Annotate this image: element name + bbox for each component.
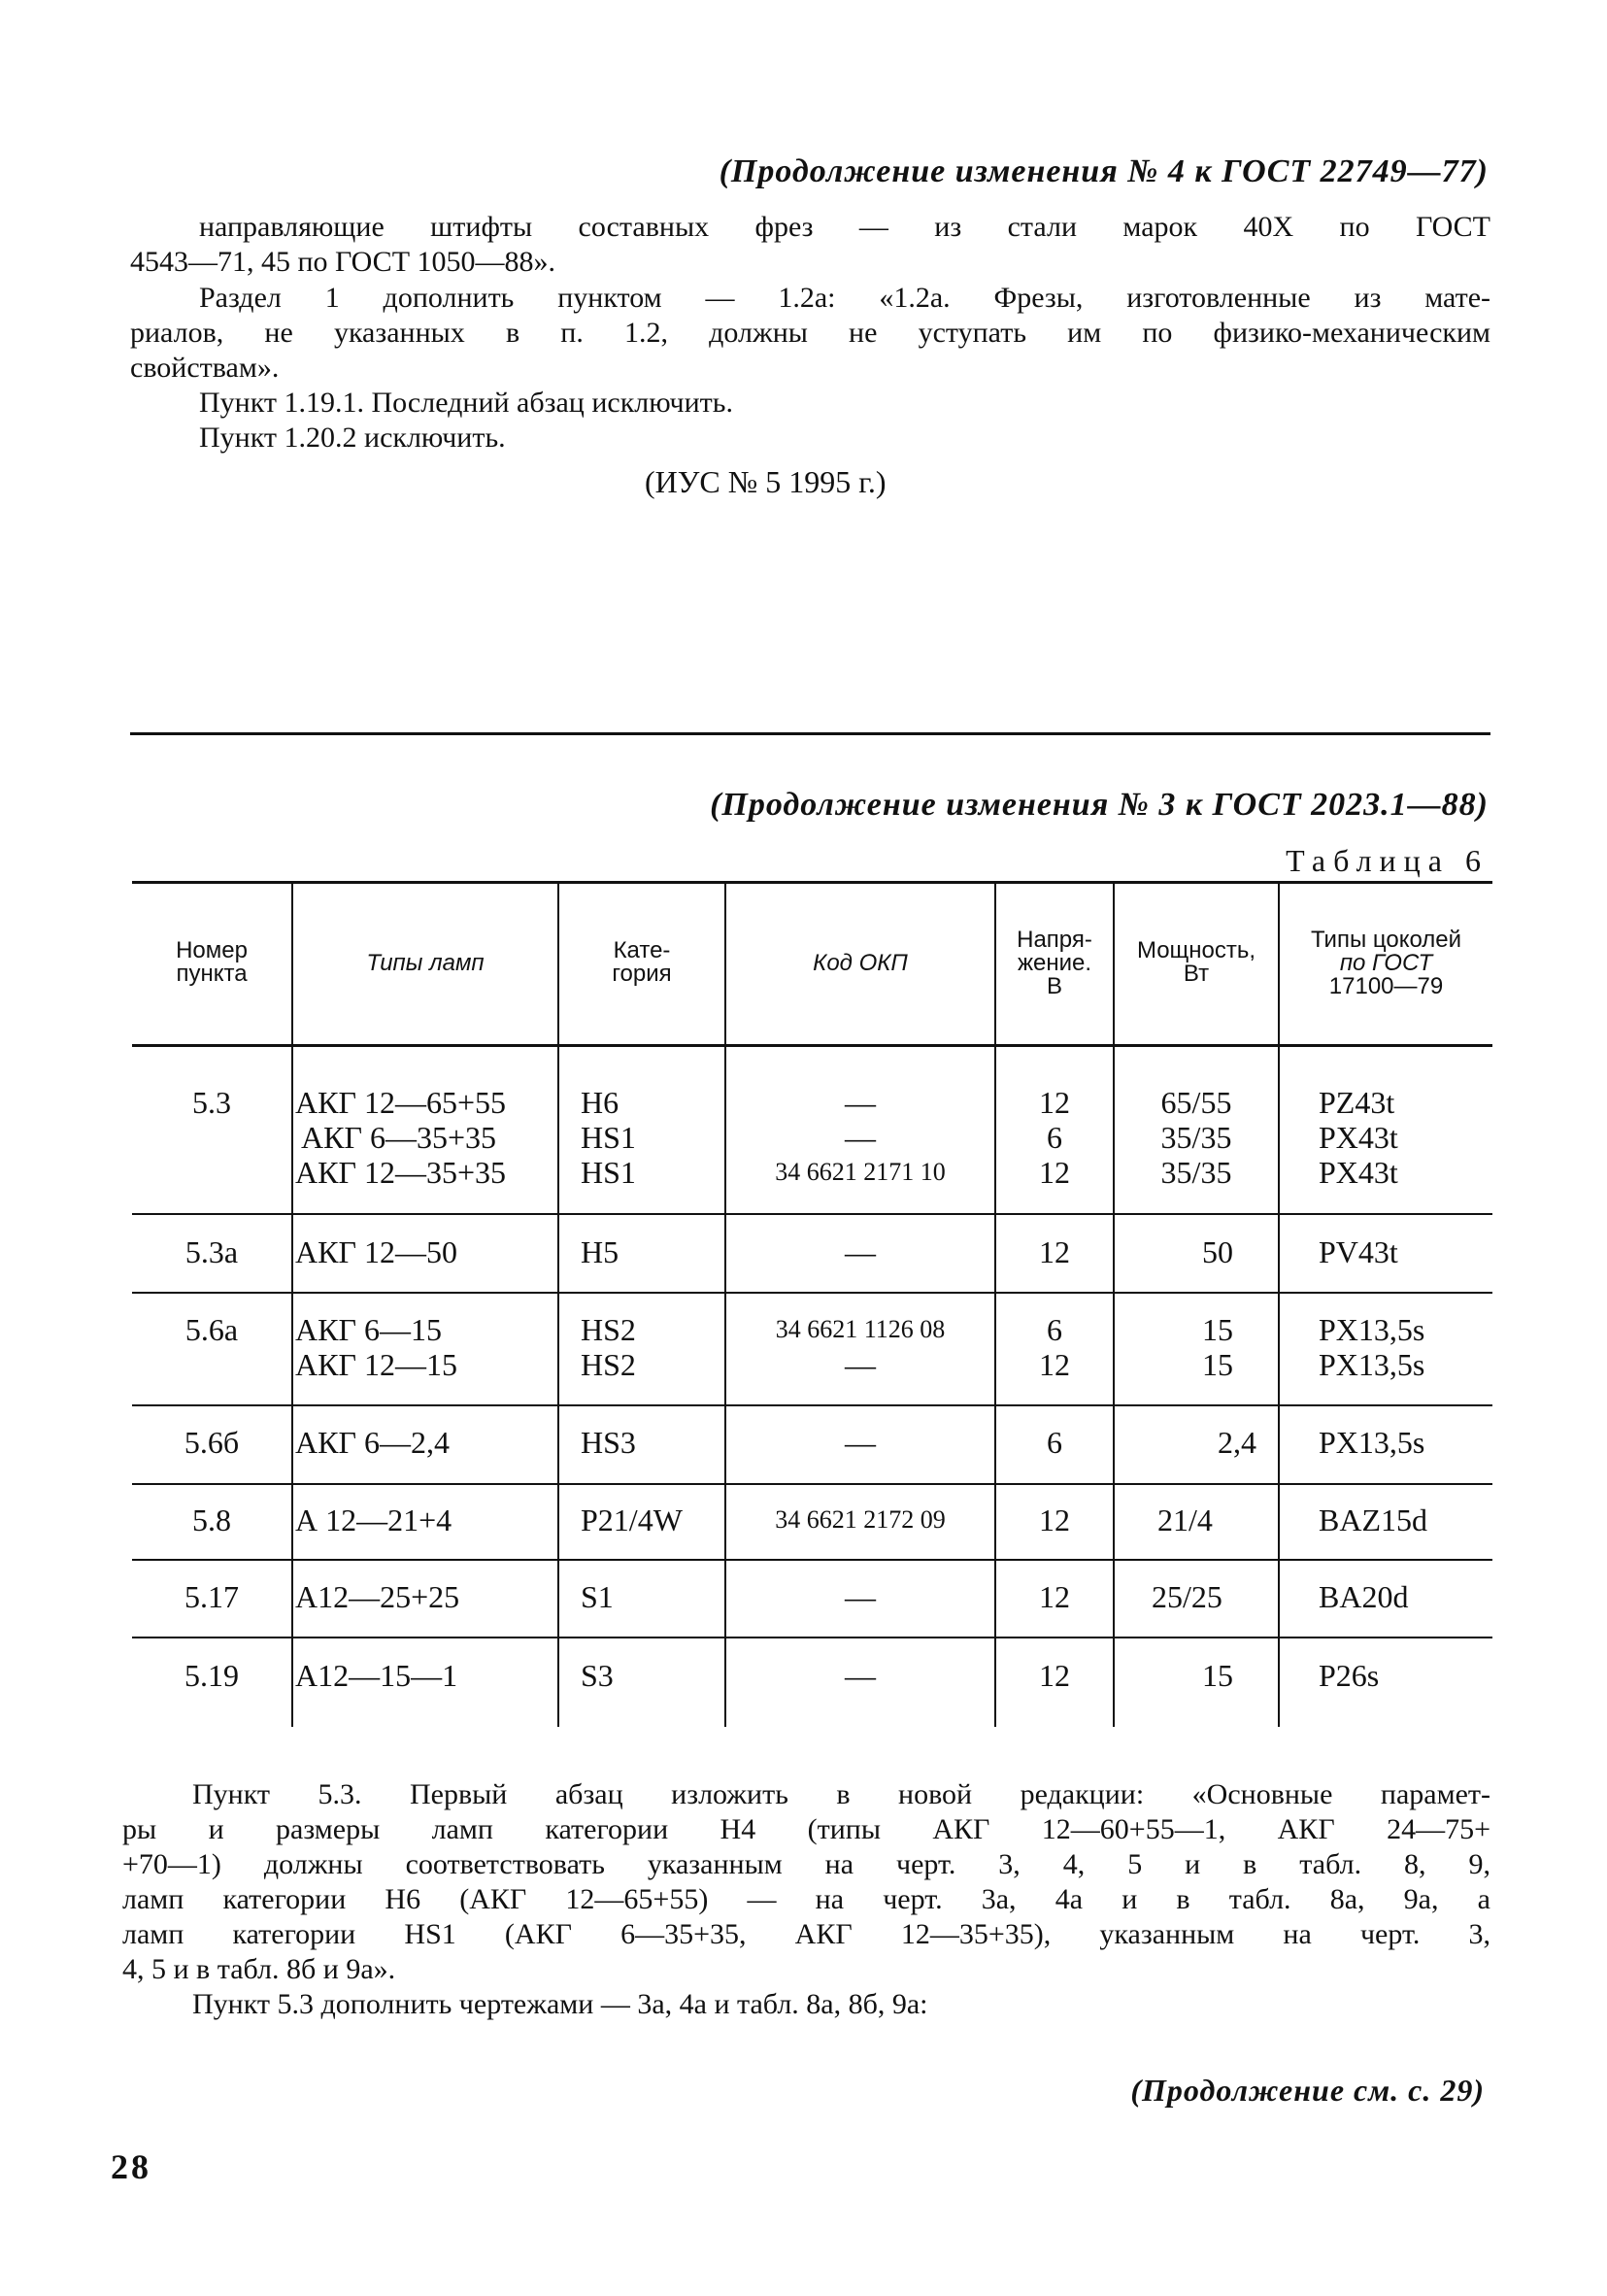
header-category: Кате- гория <box>612 937 672 987</box>
cell-okp: — <box>845 1234 876 1269</box>
cell-base: BAZ15d <box>1319 1503 1427 1537</box>
cell-number: 5.6б <box>184 1425 240 1460</box>
cell-lamp-type: А12—15—1 <box>295 1658 458 1693</box>
cell-okp: — <box>845 1347 876 1382</box>
section-divider <box>130 732 1490 735</box>
cell-number: 5.6а <box>184 1312 239 1347</box>
bottom-line-7: Пункт 5.3 дополнить чертежами — 3а, 4а и табл. 8а, 8б, 9а: <box>192 1988 928 2020</box>
table-top-rule <box>132 881 1492 884</box>
cell-category: HS2 <box>581 1347 636 1382</box>
cell-okp: — <box>845 1120 876 1155</box>
header-base-types: Типы цоколей по ГОСТ 17100—79 <box>1310 927 1462 999</box>
cell-lamp-type: АКГ 6—35+35 <box>301 1120 496 1155</box>
cell-base: P26s <box>1319 1658 1380 1693</box>
cell-power: 35/35 <box>1160 1155 1232 1190</box>
cell-base: PX13,5s <box>1319 1347 1425 1382</box>
cell-category: P21/4W <box>581 1503 683 1537</box>
cell-category: HS2 <box>581 1312 636 1347</box>
cell-power: 65/55 <box>1160 1085 1232 1120</box>
top-section-header: (Продолжение изменения № 4 к ГОСТ 22749—77) <box>719 153 1489 189</box>
continuation-note: (Продолжение см. с. 29) <box>1130 2073 1485 2108</box>
top-line-2: 4543—71, 45 по ГОСТ 1050—88». <box>130 246 556 278</box>
top-line-1: направляющие штифты составных фрез — из стали марок 40Х по ГОСТ <box>199 211 1490 243</box>
cell-number: 5.3а <box>184 1234 239 1269</box>
cell-voltage: 12 <box>1039 1579 1070 1614</box>
cell-voltage: 6 <box>1047 1312 1062 1347</box>
cell-lamp-type: АКГ 12—15 <box>295 1347 457 1382</box>
cell-power: 15 <box>1202 1312 1233 1347</box>
top-line-5: свойствам». <box>130 352 280 384</box>
row-rule <box>132 1637 1492 1638</box>
bottom-line-3: +70—1) должны соответствовать указанным на черт. 3, 4, 5 и в табл. 8, 9, <box>122 1848 1490 1880</box>
cell-power: 15 <box>1202 1347 1233 1382</box>
cell-voltage: 6 <box>1047 1120 1062 1155</box>
cell-base: PZ43t <box>1319 1085 1395 1120</box>
cell-category: HS3 <box>581 1425 636 1460</box>
cell-base: PX13,5s <box>1319 1312 1425 1347</box>
cell-lamp-type: А 12—21+4 <box>295 1503 452 1537</box>
table-title: Таблица 6 <box>1286 843 1489 878</box>
bottom-line-6: 4, 5 и в табл. 8б и 9а». <box>122 1953 396 1985</box>
header-lamp-types: Типы ламп <box>366 950 485 976</box>
cell-number: 5.19 <box>184 1658 239 1693</box>
cell-power: 2,4 <box>1218 1425 1256 1460</box>
cell-okp: — <box>845 1085 876 1120</box>
cell-category: H6 <box>581 1085 619 1120</box>
top-line-4: риалов, не указанных в п. 1.2, должны не уступать им по физико-механическим <box>130 317 1490 349</box>
source-reference: (ИУС № 5 1995 г.) <box>645 464 887 499</box>
cell-base: PV43t <box>1319 1234 1398 1269</box>
cell-lamp-type: АКГ 12—35+35 <box>295 1155 506 1190</box>
cell-power: 25/25 <box>1152 1579 1222 1614</box>
row-rule <box>132 1292 1492 1294</box>
column-rule <box>1278 884 1280 1727</box>
bottom-line-5: ламп категории HS1 (АКГ 6—35+35, АКГ 12—35+35), указанным на черт. 3, <box>122 1918 1490 1950</box>
top-line-3: Раздел 1 дополнить пунктом — 1.2а: «1.2а. Фрезы, изготовленные из мате- <box>199 282 1490 314</box>
bottom-line-2: ры и размеры ламп категории H4 (типы АКГ 12—60+55—1, АКГ 24—75+ <box>122 1813 1490 1845</box>
cell-category: HS1 <box>581 1120 636 1155</box>
cell-number: 5.8 <box>192 1503 231 1537</box>
cell-voltage: 6 <box>1047 1425 1062 1460</box>
cell-lamp-type: АКГ 6—15 <box>295 1312 442 1347</box>
cell-voltage: 12 <box>1039 1234 1070 1269</box>
header-power: Мощность, Вт <box>1136 937 1256 987</box>
row-rule <box>132 1483 1492 1485</box>
cell-power: 21/4 <box>1157 1503 1213 1537</box>
cell-lamp-type: А12—25+25 <box>295 1579 460 1614</box>
column-rule <box>1113 884 1115 1727</box>
bottom-line-1: Пункт 5.3. Первый абзац изложить в новой редакции: «Основные парамет- <box>192 1778 1490 1810</box>
top-line-6: Пункт 1.19.1. Последний абзац исключить. <box>199 387 733 419</box>
header-voltage: Напря- жение. В <box>1017 927 1092 999</box>
header-okp-code: Код ОКП <box>813 950 908 976</box>
cell-voltage: 12 <box>1039 1155 1070 1190</box>
cell-category: H5 <box>581 1234 619 1269</box>
cell-base: PX43t <box>1319 1155 1398 1190</box>
cell-okp: — <box>845 1658 876 1693</box>
bottom-line-4: ламп категории H6 (АКГ 12—65+55) — на черт. 3а, 4а и в табл. 8а, 9а, а <box>122 1883 1490 1915</box>
header-number: Номер пункта <box>176 937 248 987</box>
cell-okp: 34 6621 2171 10 <box>775 1158 946 1186</box>
page-number: 28 <box>111 2147 151 2186</box>
cell-number: 5.17 <box>184 1579 239 1614</box>
column-rule <box>291 884 293 1727</box>
cell-okp: — <box>845 1579 876 1614</box>
cell-base: BA20d <box>1319 1579 1409 1614</box>
table-header-rule <box>132 1044 1492 1047</box>
column-rule <box>557 884 559 1727</box>
bottom-section-header: (Продолжение изменения № 3 к ГОСТ 2023.1—88) <box>710 787 1489 823</box>
cell-lamp-type: АКГ 12—65+55 <box>295 1085 506 1120</box>
row-rule <box>132 1213 1492 1215</box>
row-rule <box>132 1559 1492 1561</box>
cell-category: HS1 <box>581 1155 636 1190</box>
cell-okp: — <box>845 1425 876 1460</box>
cell-okp: 34 6621 2172 09 <box>775 1505 946 1534</box>
cell-voltage: 12 <box>1039 1347 1070 1382</box>
row-rule <box>132 1404 1492 1406</box>
cell-voltage: 12 <box>1039 1085 1070 1120</box>
cell-power: 15 <box>1202 1658 1233 1693</box>
cell-category: S1 <box>581 1579 614 1614</box>
cell-number: 5.3 <box>192 1085 231 1120</box>
cell-power: 35/35 <box>1160 1120 1232 1155</box>
cell-okp: 34 6621 1126 08 <box>775 1315 946 1343</box>
cell-base: PX13,5s <box>1319 1425 1425 1460</box>
cell-category: S3 <box>581 1658 614 1693</box>
cell-lamp-type: АКГ 12—50 <box>295 1234 457 1269</box>
cell-power: 50 <box>1202 1234 1233 1269</box>
cell-lamp-type: АКГ 6—2,4 <box>295 1425 450 1460</box>
cell-voltage: 12 <box>1039 1503 1070 1537</box>
cell-voltage: 12 <box>1039 1658 1070 1693</box>
cell-base: PX43t <box>1319 1120 1398 1155</box>
top-line-7: Пункт 1.20.2 исключить. <box>199 422 506 454</box>
